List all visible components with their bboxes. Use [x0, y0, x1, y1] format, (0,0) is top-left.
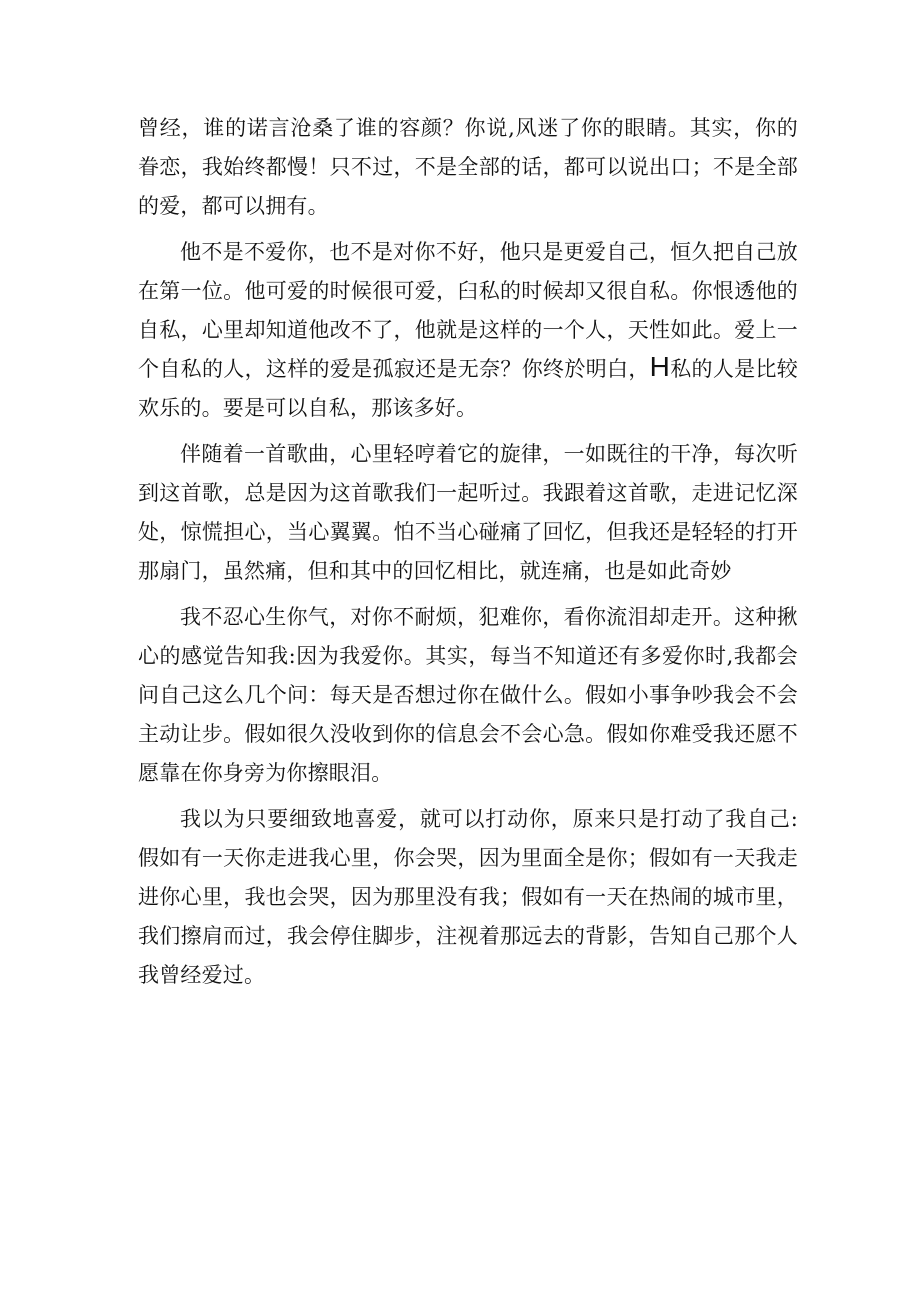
paragraph-2-large-letter: H — [649, 351, 671, 382]
paragraph-2-tail: 私的人是比较欢乐的。要是可以自私，那该多好。 — [138, 357, 798, 420]
paragraph-4: 我不忍心生你气，对你不耐烦，犯难你，看你流泪却走开。这种揪心的感觉告知我:因为我爱你。其实，每当不知道还有多爱你时,我都会问自己这么几个问：每天是否想过你在做什么。假如小事争吵我会不会主动让步。假如很久没收到你的信息会不会心急。假如你难受我还愿不愿靠在你身旁为你擦眼泪。 — [138, 605, 798, 785]
paragraph-2-lead: 他不是不爱你，也不是对你不好，他只是更爱自己，恒久把自己放在第一位。他可爱的时候很可爱，臼私的时候却又很自私。你恨透他的自私，心里却知道他改不了，他就是这样的一个人，天性如此。爱上一个自私的人，这样的爱是孤寂还是无奈？你终於明白， — [138, 240, 798, 381]
paragraph-5: 我以为只要细致地喜爱，就可以打动你，原来只是打动了我自己:假如有一天你走进我心里，你会哭，因为里面全是你；假如有一天我走进你心里，我也会哭，因为那里没有我；假如有一天在热闹的城市里，我们擦肩而过，我会停住脚步，注视着那远去的背影，告知自己那个人我曾经爱过。 — [138, 807, 798, 987]
paragraph-1: 曾经，谁的诺言沧桑了谁的容颜？你说,风迷了你的眼睛。其实，你的眷恋，我始终都慢！只不过，不是全部的话，都可以说出口；不是全部的爱，都可以拥有。 — [138, 116, 798, 218]
paragraph-2 — [138, 233, 798, 428]
document-body — [138, 109, 798, 1002]
paragraph-3: 伴随着一首歌曲，心里轻哼着它的旋律，一如既往的干净，每次听到这首歌，总是因为这首歌我们一起听过。我跟着这首歌，走进记忆深处，惊慌担心，当心翼翼。怕不当心碰痛了回忆，但我还是轻轻的打开那扇门，虽然痛，但和其中的回忆相比，就连痛，也是如此奇妙 — [138, 442, 798, 583]
